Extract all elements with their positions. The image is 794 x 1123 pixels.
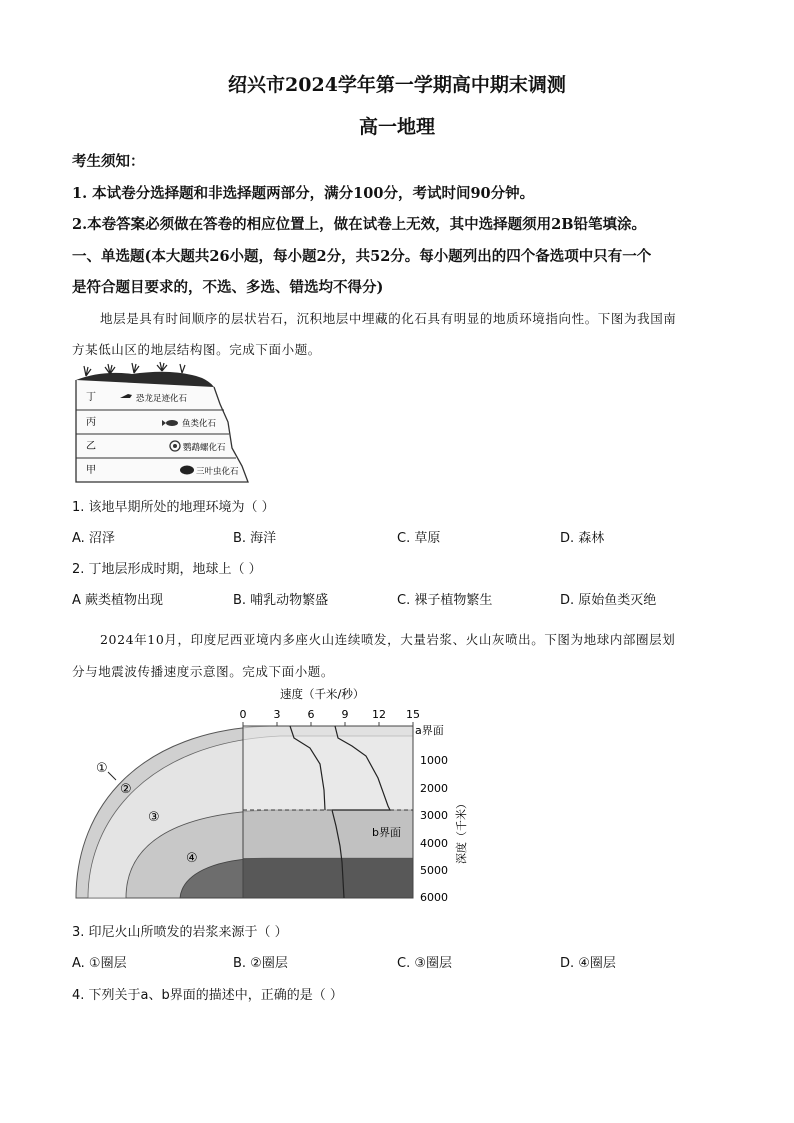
mantle-panel	[243, 726, 413, 810]
layer-name: 丁	[86, 392, 96, 403]
q2-stem: 2. 丁地层形成时期，地球上（ ）	[72, 562, 262, 577]
notice-heading: 考生须知：	[72, 153, 145, 170]
passage1-line1: 地层是具有时间顺序的层状岩石，沉积地层中埋藏的化石具有明显的地质环境指向性。下图为我国南	[100, 311, 677, 326]
speed-tick: 15	[406, 708, 420, 721]
passage1-line2: 方某低山区的地层结构图。完成下面小题。	[72, 342, 321, 357]
trilobite-icon	[180, 466, 194, 475]
speed-tick: 12	[372, 708, 386, 721]
speed-tick: 9	[341, 708, 349, 721]
q4-stem: 4. 下列关于a、b界面的描述中，正确的是（ ）	[72, 988, 343, 1003]
layer-name: 乙	[86, 441, 96, 452]
q3-option-c[interactable]: C. ③圈层	[397, 956, 452, 971]
fossil-label: 鹦鹉螺化石	[183, 443, 226, 453]
layer-circle-1: ①	[96, 761, 108, 776]
nautilus-center-icon	[173, 444, 177, 448]
q2-option-d[interactable]: D. 原始鱼类灭绝	[560, 593, 657, 608]
arrow-icon	[108, 772, 116, 780]
passage2-line2: 分与地震波传播速度示意图。完成下面小题。	[72, 664, 335, 679]
depth-tick: 2000	[420, 782, 448, 795]
fossil-label: 鱼类化石	[182, 419, 217, 429]
layer-name: 丙	[86, 417, 96, 428]
depth-tick: 6000	[420, 891, 448, 904]
strata-figure	[72, 362, 239, 486]
q1-option-c[interactable]: C. 草原	[397, 531, 441, 546]
q1-option-a[interactable]: A. 沼泽	[72, 531, 115, 546]
q2-option-c[interactable]: C. 裸子植物繁生	[397, 593, 493, 608]
speed-tick: 6	[307, 708, 315, 721]
q3-option-a[interactable]: A. ①圈层	[72, 956, 127, 971]
q1-stem: 1. 该地早期所处的地理环境为（ ）	[72, 500, 275, 515]
speed-tick: 3	[273, 708, 281, 721]
depth-ticks	[420, 754, 448, 904]
exam-title: 绍兴市2024学年第一学期高中期末调测	[228, 74, 566, 96]
layer-circle-4: ④	[186, 851, 198, 866]
notice-item-1: 1. 本试卷分选择题和非选择题两部分，满分100分，考试时间90分钟。	[72, 185, 535, 202]
depth-tick: 1000	[420, 754, 448, 767]
depth-tick: 4000	[420, 837, 448, 850]
speed-tick-marks	[243, 722, 413, 726]
passage2-line1: 2024年10月，印度尼西亚境内多座火山连续喷发，大量岩浆、火山灰喷出。下图为地球内部圈层划	[100, 632, 676, 647]
q1-option-d[interactable]: D. 森林	[560, 531, 605, 546]
depth-tick: 5000	[420, 864, 448, 877]
q2-option-a[interactable]: A 蕨类植物出现	[72, 593, 164, 608]
q2-option-b[interactable]: B. 哺乳动物繁盛	[233, 593, 329, 608]
speed-axis-label: 速度（千米/秒）	[280, 687, 365, 701]
layer-name: 甲	[86, 465, 96, 476]
q3-option-b[interactable]: B. ②圈层	[233, 956, 288, 971]
fossil-label: 三叶虫化石	[196, 467, 239, 477]
section-heading-line1: 一、单选题(本大题共26小题，每小题2分，共52分。每小题列出的四个备选项中只有一个	[72, 248, 652, 265]
layer-circle-2: ②	[120, 782, 132, 797]
q3-option-d[interactable]: D. ④圈层	[560, 956, 616, 971]
notice-item-2: 2.本卷答案必须做在答卷的相应位置上，做在试卷上无效，其中选择题须用2B铅笔填涂。	[72, 216, 646, 233]
layer-circle-3: ③	[148, 810, 160, 825]
depth-tick: 3000	[420, 809, 448, 822]
section-heading-line2: 是符合题目要求的，不选、多选、错选均不得分)	[72, 279, 384, 296]
inner-core-panel	[243, 858, 413, 898]
speed-ticks	[240, 708, 421, 721]
speed-tick: 0	[239, 708, 247, 721]
fish-icon	[166, 420, 178, 426]
q3-stem: 3. 印尼火山所喷发的岩浆来源于（ ）	[72, 925, 288, 940]
b-interface-label: b界面	[372, 826, 401, 839]
fossil-label: 恐龙足迹化石	[136, 394, 188, 404]
depth-axis-label: 深度（千米）	[455, 798, 468, 864]
a-interface-label: a界面	[415, 724, 444, 737]
earth-interior-figure	[70, 686, 490, 908]
exam-subtitle: 高一地理	[358, 116, 435, 138]
q1-option-b[interactable]: B. 海洋	[233, 531, 277, 546]
